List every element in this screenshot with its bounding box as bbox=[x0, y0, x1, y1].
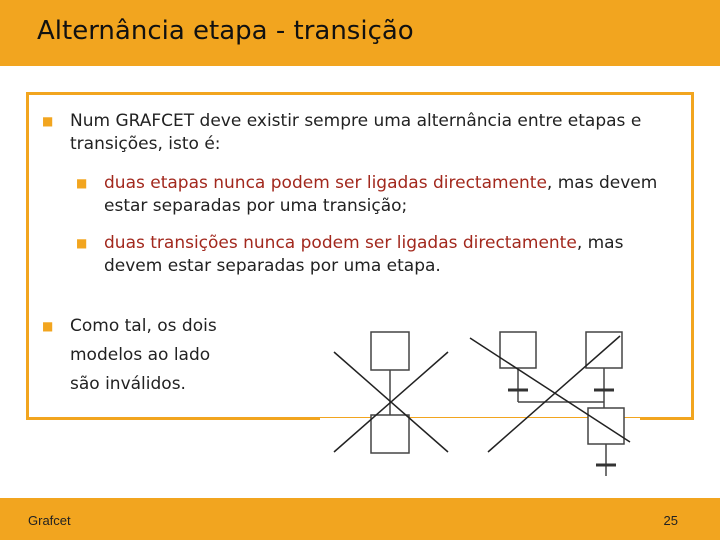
slide-title: Alternância etapa - transição bbox=[37, 16, 414, 46]
step-box bbox=[371, 332, 409, 370]
sub-bullet-2 bbox=[76, 232, 676, 278]
bullet-1-text: Num GRAFCET deve existir sempre uma alternância entre etapas e transições, isto é: bbox=[70, 111, 642, 154]
page-number: 25 bbox=[663, 513, 678, 528]
bullet-2-text: Como tal, os dois modelos ao lado são inválidos. bbox=[70, 316, 217, 394]
footer-title: Grafcet bbox=[28, 513, 71, 528]
invalid-model-step-step bbox=[334, 332, 448, 453]
sub-bullet-1 bbox=[76, 172, 676, 218]
bullet-1 bbox=[42, 110, 682, 156]
invalid-grafcet-diagrams bbox=[320, 322, 650, 482]
square-bullet-icon: ■ bbox=[76, 236, 88, 250]
step-box bbox=[371, 415, 409, 453]
sub-bullet-1-emphasis: duas etapas nunca podem ser ligadas directamente bbox=[104, 173, 547, 193]
invalid-model-transition-transition bbox=[470, 332, 630, 476]
step-box bbox=[500, 332, 536, 368]
sub-bullet-2-rest: , mas devem estar separadas por uma etapa. bbox=[104, 233, 624, 276]
footer-bar bbox=[0, 498, 720, 540]
square-bullet-icon: ■ bbox=[76, 176, 88, 190]
title-bar bbox=[0, 0, 720, 66]
square-bullet-icon: ■ bbox=[42, 114, 54, 128]
square-bullet-icon: ■ bbox=[42, 319, 54, 333]
bullet-2 bbox=[42, 312, 242, 399]
sub-bullet-1-rest: , mas devem estar separadas por uma transição; bbox=[104, 173, 658, 216]
sub-bullet-2-emphasis: duas transições nunca podem ser ligadas directamente bbox=[104, 233, 577, 253]
